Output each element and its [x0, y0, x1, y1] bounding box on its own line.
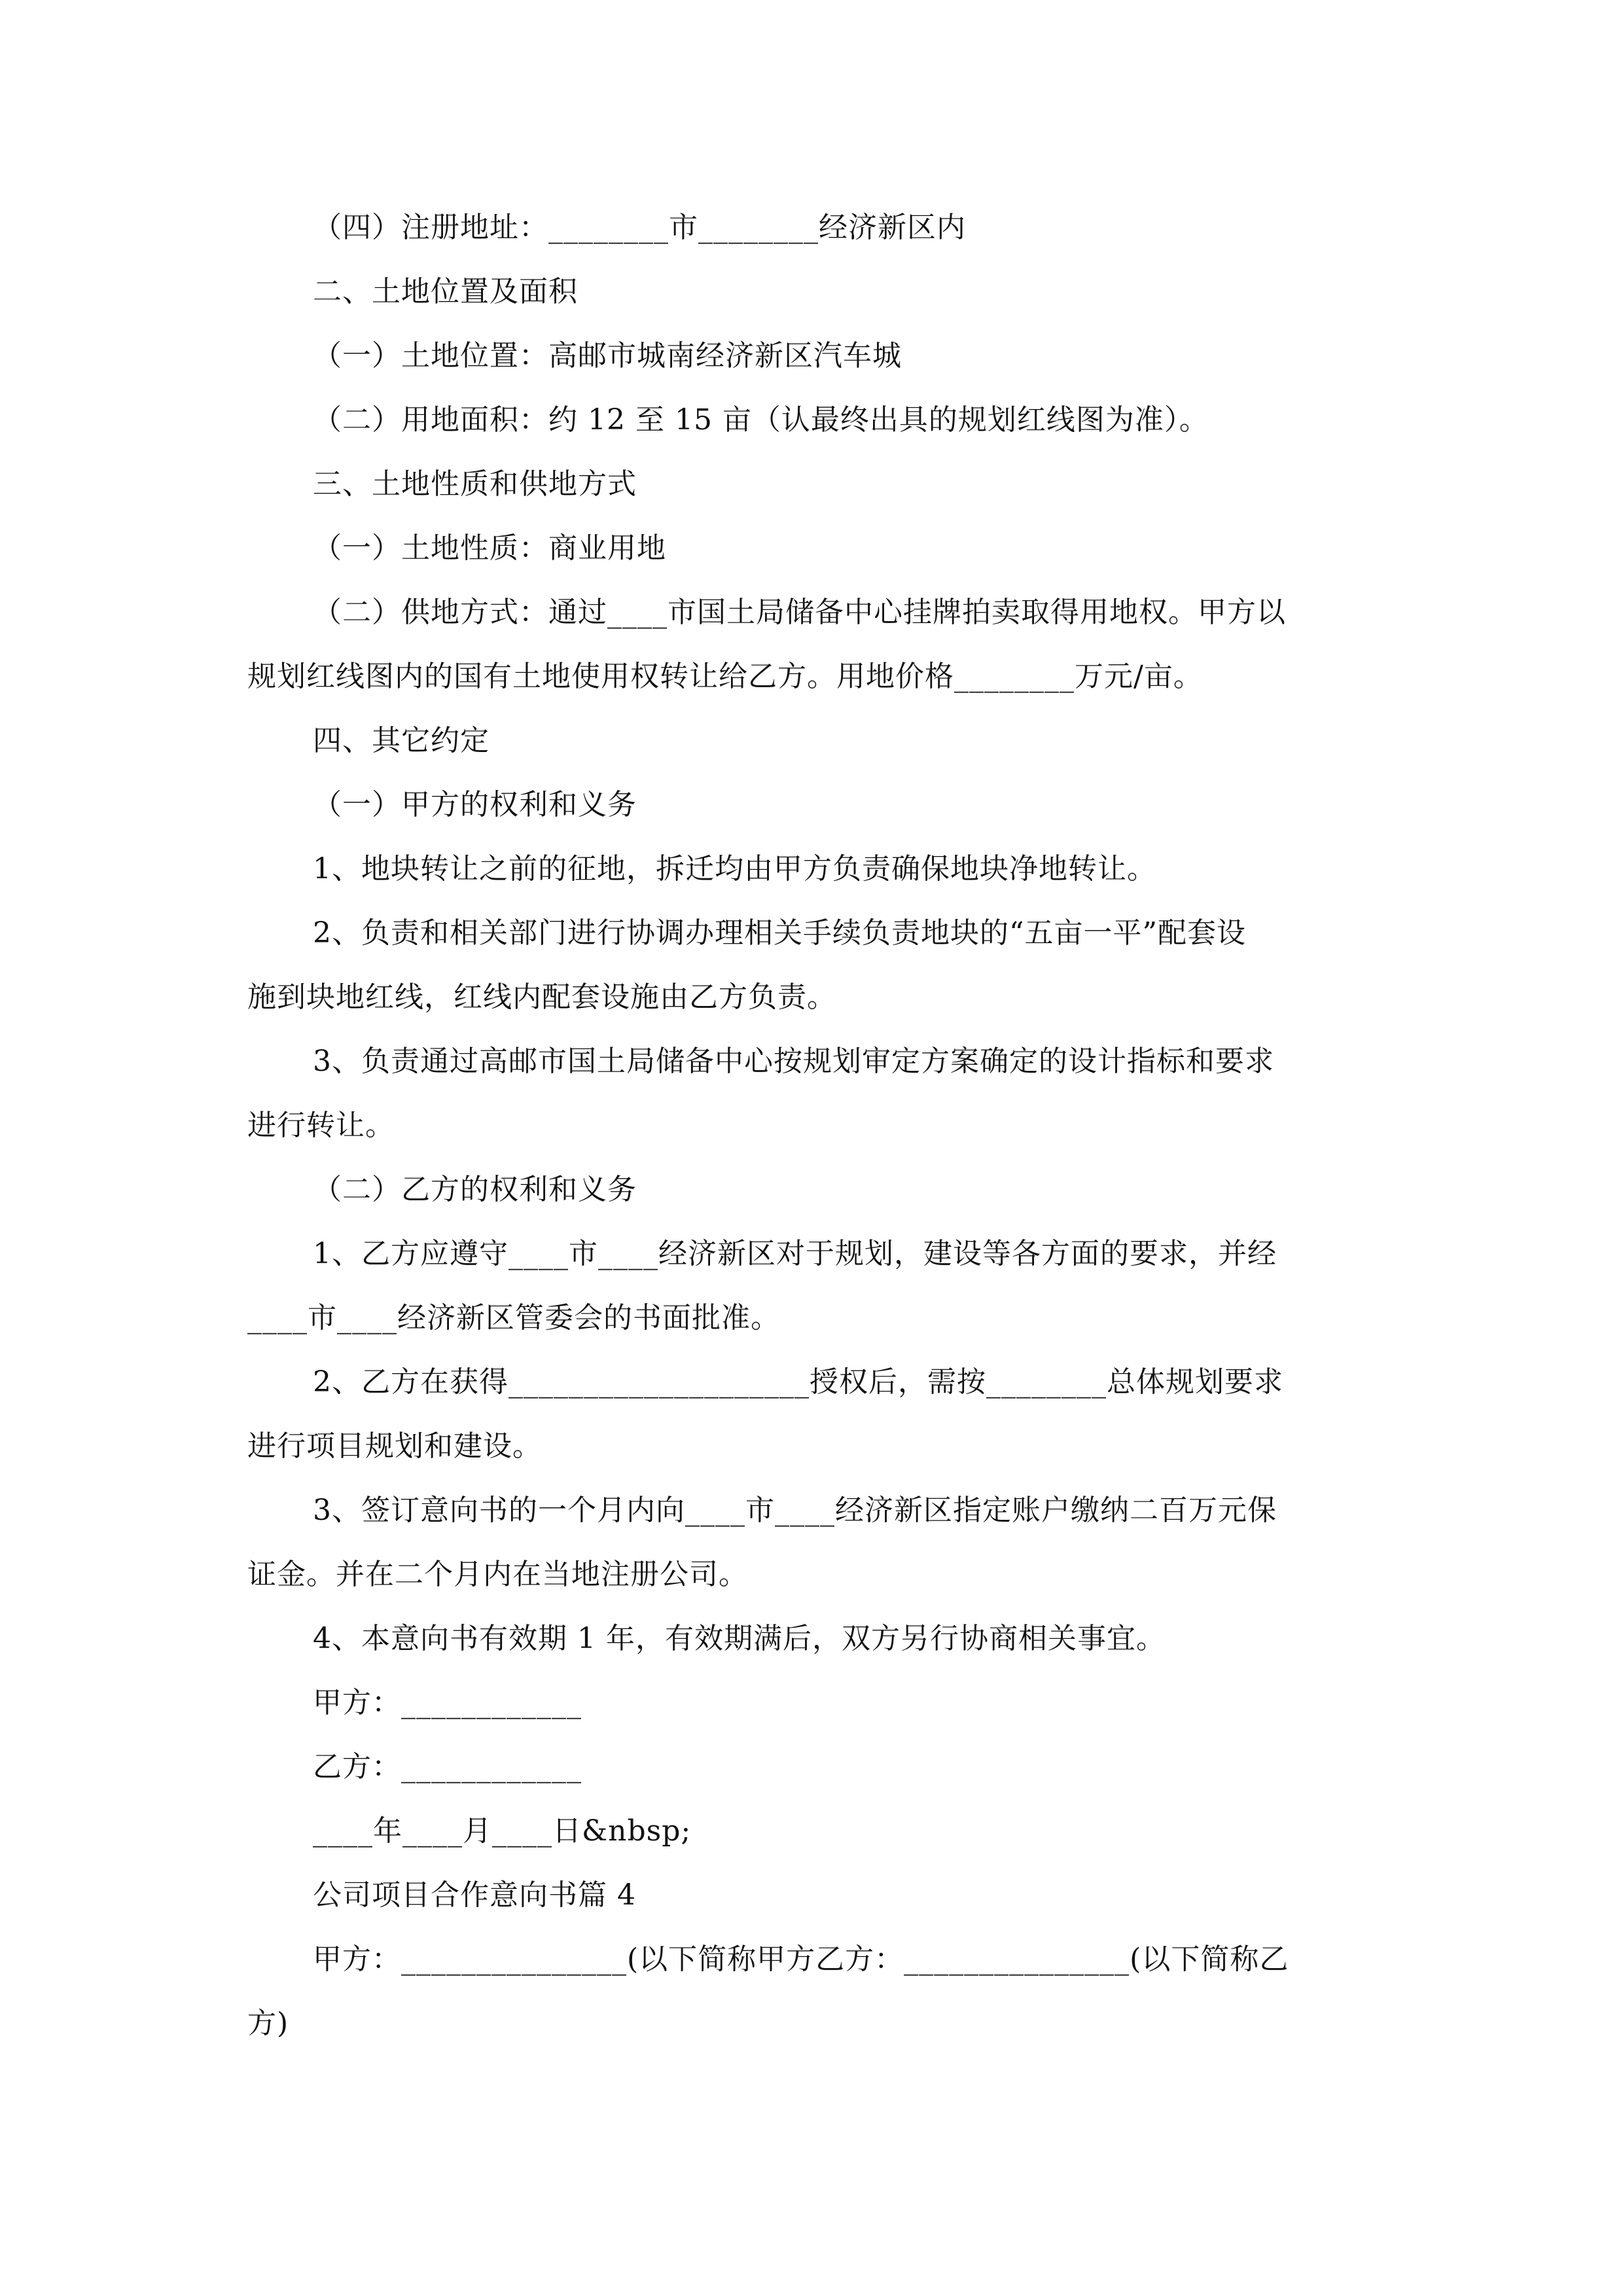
party-b-item-2: 2、乙方在获得____________________授权后，需按________总体规划要求	[313, 1365, 1283, 1399]
party-a-item-3-continuation: 进行转让。	[247, 1109, 395, 1142]
party-b-item-1-continuation: ____市____经济新区管委会的书面批准。	[247, 1301, 780, 1335]
party-a-rights-heading: （一）甲方的权利和义务	[313, 788, 637, 821]
party-a-item-3: 3、负责通过高邮市国土局储备中心按规划审定方案确定的设计指标和要求	[313, 1045, 1274, 1078]
party-a-item-2: 2、负责和相关部门进行协调办理相关手续负责地块的“五亩一平”配套设	[313, 916, 1246, 950]
party-b-item-1: 1、乙方应遵守____市____经济新区对于规划，建设等各方面的要求，并经	[313, 1237, 1277, 1270]
party-b-rights-heading: （二）乙方的权利和义务	[313, 1173, 637, 1206]
party-b-item-2-continuation: 进行项目规划和建设。	[247, 1429, 542, 1463]
land-nature-line: （一）土地性质：商业用地	[313, 531, 666, 565]
parties-intro-continuation: 方)	[247, 2007, 289, 2040]
party-a-item-2-continuation: 施到块地红线，红线内配套设施由乙方负责。	[247, 980, 836, 1014]
section-heading-land-location: 二、土地位置及面积	[313, 275, 578, 308]
party-b-item-3-continuation: 证金。并在二个月内在当地注册公司。	[247, 1558, 748, 1591]
land-supply-continuation: 规划红线图内的国有土地使用权转让给乙方。用地价格________万元/亩。	[247, 660, 1203, 693]
party-b-item-3: 3、签订意向书的一个月内向____市____经济新区指定账户缴纳二百万元保	[313, 1494, 1277, 1527]
parties-intro-line: 甲方：_______________(以下简称甲方乙方：_______________(以下简称乙	[313, 1943, 1289, 1976]
section-heading-other-terms: 四、其它约定	[313, 724, 490, 757]
land-area-line: （二）用地面积：约 12 至 15 亩（认最终出具的规划红线图为准）。	[313, 403, 1209, 437]
date-line: ____年____月____日&nbsp;	[313, 1814, 692, 1848]
land-supply-line: （二）供地方式：通过____市国土局储备中心挂牌拍卖取得用地权。甲方以	[313, 596, 1286, 629]
land-location-line: （一）土地位置：高邮市城南经济新区汽车城	[313, 339, 902, 372]
party-a-item-1: 1、地块转让之前的征地，拆迁均由甲方负责确保地块净地转让。	[313, 852, 1156, 886]
party-b-item-4: 4、本意向书有效期 1 年，有效期满后，双方另行协商相关事宜。	[313, 1622, 1166, 1655]
party-b-signature-line: 乙方：____________	[313, 1750, 582, 1784]
article-title: 公司项目合作意向书篇 4	[313, 1878, 636, 1912]
section-heading-land-nature: 三、土地性质和供地方式	[313, 467, 637, 501]
party-a-signature-line: 甲方：____________	[313, 1686, 582, 1719]
registered-address-line: （四）注册地址：________市________经济新区内	[313, 211, 966, 244]
